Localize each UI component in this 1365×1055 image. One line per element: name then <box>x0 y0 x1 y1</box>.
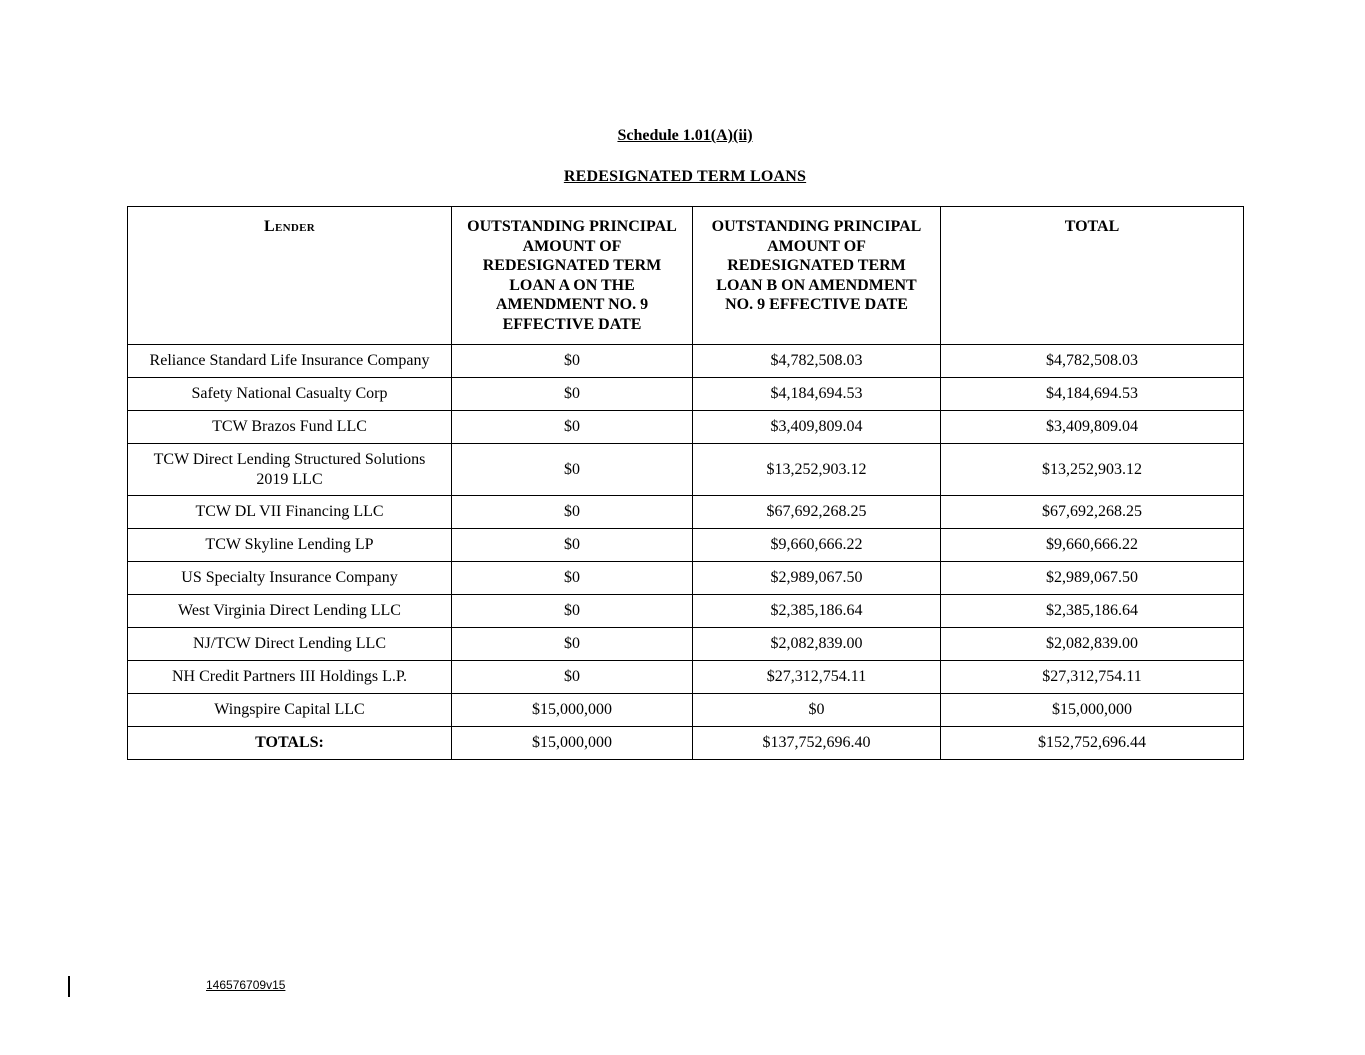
table-row <box>128 496 1244 529</box>
table-row <box>128 562 1244 595</box>
document-number: 146576709v15 <box>206 978 286 992</box>
totals-loan-a-cell: $15,000,000 <box>452 727 693 760</box>
column-header-total: TOTAL <box>941 207 1244 345</box>
table-row <box>128 628 1244 661</box>
amount-cell: $0 <box>452 496 693 529</box>
amount-cell: $0 <box>452 628 693 661</box>
amount-cell: $9,660,666.22 <box>941 529 1244 562</box>
lender-cell: US Specialty Insurance Company <box>128 562 452 595</box>
amount-cell: $0 <box>452 411 693 444</box>
header-row <box>128 207 1244 345</box>
amount-cell: $15,000,000 <box>941 694 1244 727</box>
table-row <box>128 378 1244 411</box>
amount-cell: $27,312,754.11 <box>693 661 941 694</box>
lender-cell: NJ/TCW Direct Lending LLC <box>128 628 452 661</box>
table-row <box>128 444 1244 496</box>
document-page <box>127 0 1243 760</box>
table-header <box>128 207 1244 345</box>
table-row <box>128 694 1244 727</box>
amount-cell: $2,082,839.00 <box>693 628 941 661</box>
lender-cell: NH Credit Partners III Holdings L.P. <box>128 661 452 694</box>
totals-loan-b-cell: $137,752,696.40 <box>693 727 941 760</box>
lender-cell: TCW Direct Lending Structured Solutions 2019 LLC <box>128 444 452 496</box>
table-row <box>128 661 1244 694</box>
column-header-lender: Lender <box>128 207 452 345</box>
table-body <box>128 345 1244 727</box>
column-header-loan-a: OUTSTANDING PRINCIPAL AMOUNT OF REDESIGNATED TERM LOAN A ON THE AMENDMENT NO. 9 EFFECTIVE DATE <box>452 207 693 345</box>
table-footer <box>128 727 1244 760</box>
table-row <box>128 595 1244 628</box>
amount-cell: $27,312,754.11 <box>941 661 1244 694</box>
amount-cell: $2,385,186.64 <box>693 595 941 628</box>
table-row <box>128 345 1244 378</box>
redesignated-term-loans-table <box>127 206 1244 760</box>
amount-cell: $4,184,694.53 <box>941 378 1244 411</box>
schedule-subtitle: REDESIGNATED TERM LOANS <box>563 168 807 185</box>
amount-cell: $0 <box>452 378 693 411</box>
lender-cell: Safety National Casualty Corp <box>128 378 452 411</box>
amount-cell: $0 <box>452 595 693 628</box>
amount-cell: $0 <box>452 345 693 378</box>
amount-cell: $2,989,067.50 <box>941 562 1244 595</box>
lender-cell: TCW DL VII Financing LLC <box>128 496 452 529</box>
amount-cell: $2,989,067.50 <box>693 562 941 595</box>
lender-cell: TCW Skyline Lending LP <box>128 529 452 562</box>
lender-cell: West Virginia Direct Lending LLC <box>128 595 452 628</box>
amount-cell: $13,252,903.12 <box>941 444 1244 496</box>
amount-cell: $13,252,903.12 <box>693 444 941 496</box>
amount-cell: $15,000,000 <box>452 694 693 727</box>
amount-cell: $3,409,809.04 <box>693 411 941 444</box>
amount-cell: $9,660,666.22 <box>693 529 941 562</box>
amount-cell: $4,782,508.03 <box>693 345 941 378</box>
amount-cell: $0 <box>693 694 941 727</box>
amount-cell: $0 <box>452 444 693 496</box>
amount-cell: $4,184,694.53 <box>693 378 941 411</box>
amount-cell: $2,385,186.64 <box>941 595 1244 628</box>
amount-cell: $67,692,268.25 <box>941 496 1244 529</box>
totals-row <box>128 727 1244 760</box>
lender-cell: Wingspire Capital LLC <box>128 694 452 727</box>
amount-cell: $4,782,508.03 <box>941 345 1244 378</box>
table-row <box>128 411 1244 444</box>
amount-cell: $0 <box>452 661 693 694</box>
totals-label-cell: TOTALS: <box>128 727 452 760</box>
totals-total-cell: $152,752,696.44 <box>941 727 1244 760</box>
table-row <box>128 529 1244 562</box>
lender-cell: TCW Brazos Fund LLC <box>128 411 452 444</box>
amount-cell: $67,692,268.25 <box>693 496 941 529</box>
amount-cell: $0 <box>452 562 693 595</box>
column-header-loan-b: OUTSTANDING PRINCIPAL AMOUNT OF REDESIGNATED TERM LOAN B ON AMENDMENT NO. 9 EFFECTIVE DATE <box>693 207 941 345</box>
amount-cell: $2,082,839.00 <box>941 628 1244 661</box>
lender-cell: Reliance Standard Life Insurance Company <box>128 345 452 378</box>
amount-cell: $0 <box>452 529 693 562</box>
schedule-title: Schedule 1.01(A)(ii) <box>617 127 753 144</box>
amount-cell: $3,409,809.04 <box>941 411 1244 444</box>
revision-change-bar <box>68 976 70 997</box>
